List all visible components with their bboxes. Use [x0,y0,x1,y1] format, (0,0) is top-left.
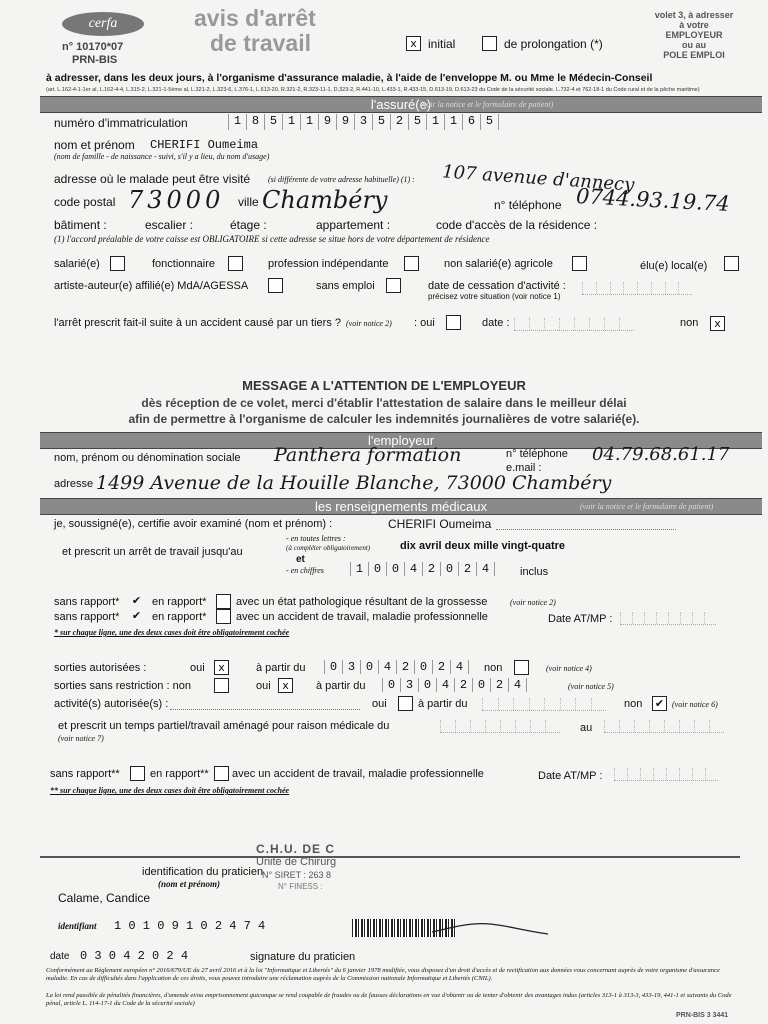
title-line1: avis d'arrêt [194,5,316,31]
initial-checkbox[interactable]: x [406,36,421,51]
digit-cell: 2 [432,660,450,674]
sans-rapport-label-3: sans rapport** [50,768,120,780]
digit-cell: 2 [490,678,508,692]
digit-cell: 6 [462,114,480,130]
en-rapport-label-1: en rapport* [152,596,207,608]
digit-cell: 0 [440,562,458,576]
code-acces-label: code d'accès de la résidence : [436,218,598,232]
date-atmp2-label: Date AT/MP : [538,770,603,782]
activites-date-field[interactable] [482,698,606,711]
accident2-label: avec un accident de travail, maladie professionnelle [232,768,484,780]
voir-notice-7: (voir notice 7) [58,734,104,743]
message-line1: dès réception de ce volet, merci d'établir l'attestation de salaire dans le meilleur délai [141,396,627,410]
artiste-label: artiste-auteur(e) affilié(e) MdA/AGESSA [54,280,249,292]
tiers-date-field[interactable] [514,318,634,331]
grossesse-hint: (voir notice 2) [510,598,556,607]
praticien-name[interactable]: Calame, Candice [58,891,151,905]
inclus-label: inclus [520,566,549,578]
ville-label: ville [238,195,259,209]
cp-handwritten[interactable]: 73000 [128,186,225,214]
medical-band: les renseignements médicaux (voir la notice et le formulaire de patient) [40,498,762,515]
en-rapport-checkbox-1[interactable] [216,594,231,609]
stamp-line3: N° SIRET : 263 8 [262,870,331,880]
en-rapport-label-3: en rapport** [150,768,209,780]
title-line2: de travail [210,30,311,56]
message-line2: afin de permettre à l'organisme de calculer les indemnités journalières de votre salarié(e). [128,412,640,426]
sans-rapport-label-1: sans rapport* [54,596,120,608]
tiers-date-label: date : [482,317,510,329]
en-chiffres-label: - en chiffres [286,566,324,575]
prolongation-label: de prolongation (*) [504,37,603,51]
temps-partiel-du-field[interactable] [440,720,560,733]
digit-cell: 1 [350,562,368,576]
profession-label: profession indépendante [268,258,389,270]
ident-praticien-hint: (nom et prénom) [158,879,220,889]
tiers-non-label: non [680,317,699,329]
cp-label: code postal [54,195,116,209]
legal-refs: (art. L.162-4-1-1er al, L.162-4-4, L.315-2, L.321-1-5ème al, L.321-2, L.323-6, L.376-1, L.613-20, R.321-2, R.323-11-1, D.323-2, R.441-10, L.433-1, R.433-15, D.613-19, D.613-23 du Code de la sécurité sociale, L.732-4 et 762-18-1 du Code rural et de la pêche maritime) [46,87,700,93]
sans-rapport-checkbox-3[interactable] [130,766,145,781]
tel-handwritten[interactable]: 0744.93.19.74 [575,183,731,217]
digit-cell: 2 [422,562,440,576]
digit-cell: 2 [396,660,414,674]
digit-cell: 4 [404,562,422,576]
temps-partiel-label: et prescrit un temps partiel/travail aménagé pour raison médicale du [58,720,390,732]
tiers-hint: (voir notice 2) [346,319,392,328]
note-cases: * sur chaque ligne, une des deux cases doit être obligatoirement cochée [54,628,290,637]
footer-penalites: La loi rend passible de pénalités financières, d'amende et/ou emprisonnement quiconque se rend coupable de fraudes ou de fausses déclarations en vue d'obtenir ou de tenter d'obtenir des avantages indus (articles 313-1 à 313-3, 433-19, 441-1 et suivants du Code pénal, article L. 114-17-1 du Code de la sécurité sociale) [46,992,732,1007]
employeur-nom-handwritten[interactable]: Panthera formation [274,444,462,466]
tiers-oui-label: : oui [414,317,435,329]
sans-rapport-checkbox-1[interactable]: ✔ [131,594,142,607]
activites-non-label: non [624,698,643,710]
profession-checkbox[interactable] [404,256,419,271]
digit-cell: 0 [360,660,378,674]
tiers-question: l'arrêt prescrit fait-il suite à un accident causé par un tiers ? [54,317,342,329]
etage-label: étage : [230,218,267,232]
sorties-non-checkbox[interactable] [514,660,529,675]
salarie-checkbox[interactable] [110,256,125,271]
batiment-label: bâtiment : [54,218,107,232]
ville-handwritten[interactable]: Chambéry [262,186,388,214]
en-rapport-label-2: en rapport* [152,611,207,623]
au-label: au [580,722,593,734]
voir-notice-6: (voir notice 6) [672,700,718,709]
digit-cell: 8 [246,114,264,130]
footer-cnil: Conformément au Règlement européen n° 2016/679/UE du 27 avril 2016 et à la loi "Informatique et Libertés" du 6 janvier 1978 modifiée, vous disposez d'un droit d'accès et de rectification aux données vous concernant auprès de votre organisme d'assurance maladie. En cas de difficultés dans l'application de ces droits, vous pouvez introduire une réclamation auprès de la Commission nationale Informatique et Libertés (CNIL). [46,967,720,982]
stamp-line4: N° FINESS : [278,882,323,891]
sorties-sans-date-grid[interactable] [382,678,527,692]
activites-label: activité(s) autorisée(s) : [54,698,169,710]
digit-cell: 0 [324,660,342,674]
digit-cell: 1 [228,114,246,130]
digit-cell: 2 [390,114,408,130]
appartement-label: appartement : [316,218,391,232]
digit-cell: 5 [408,114,426,130]
escalier-label: escalier : [145,218,194,232]
date-praticien-label: date [50,951,70,962]
tiers-oui-checkbox[interactable] [446,315,461,330]
digit-cell: 0 [368,562,386,576]
footer-ref: PRN-BIS 3 3441 [676,1012,729,1019]
digit-cell: 4 [436,678,454,692]
employeur-nom-label: nom, prénom ou dénomination sociale [54,452,241,464]
certifie-label: je, soussigné(e), certifie avoir examiné (nom et prénom) : [54,518,333,530]
prescrit-label: et prescrit un arrêt de travail jusqu'au [62,546,243,558]
digit-cell: 9 [318,114,336,130]
voir-notice-4: (voir notice 4) [546,664,592,673]
nom-value[interactable]: CHERIFI Oumeima [150,138,259,152]
prolongation-checkbox[interactable] [482,36,497,51]
digit-cell: 2 [454,678,472,692]
digit-cell: 0 [418,678,436,692]
note-accord: (1) l'accord préalable de votre caisse est OBLIGATOIRE si cette adresse se situe hors de votre département de résidence [54,234,490,244]
digit-cell: 4 [378,660,396,674]
sorties-non-label: non [484,662,503,674]
sorties-autorisees-label: sorties autorisées : [54,662,147,674]
cerfa-logo: cerfa [62,12,144,36]
accident-label: avec un accident de travail, maladie professionnelle [236,611,488,623]
ident-praticien-label: identification du praticien [142,866,264,878]
signature-label: signature du praticien [250,951,356,963]
et-label: et [296,554,305,565]
cessation-hint: précisez votre situation (voir notice 1) [428,292,561,301]
sorties-sans-non-checkbox[interactable] [214,678,229,693]
non-salarie-label: non salarié(e) agricole [444,258,553,270]
instruction: à adresser, dans les deux jours, à l'organisme d'assurance maladie, à l'aide de l'enveloppe M. ou Mme le Médecin-Conseil [46,72,653,84]
activites-apartir-label: à partir du [418,698,468,710]
assure-band: l'assuré(e) (voir la notice et le formulaire de patient) [40,96,762,113]
sans-rapport-checkbox-2[interactable]: ✔ [131,609,142,622]
employeur-band: l'employeur [40,432,762,449]
elu-checkbox[interactable] [724,256,739,271]
date-fin-grid[interactable] [350,562,495,576]
identifiant-value[interactable]: 1 0 1 0 9 1 0 2 4 7 4 [114,919,266,933]
patient-name[interactable]: CHERIFI Oumeima [388,517,492,531]
employeur-tel-label: n° téléphone [506,448,568,460]
initial-label: initial [428,37,456,51]
tiers-non-checkbox[interactable]: x [710,316,725,331]
signature [430,910,550,940]
sans-emploi-label: sans emploi [316,280,375,292]
activites-non-checkbox[interactable]: ✔ [652,696,667,711]
sans-emploi-checkbox[interactable] [386,278,401,293]
volet-info: volet 3, à adresser à votre EMPLOYEUR ou au POLE EMPLOI [654,10,734,60]
voir-notice-5: (voir notice 5) [568,682,614,691]
identifiant-label: identifiant [58,921,97,931]
immat-label: numéro d'immatriculation [54,116,188,130]
activites-oui-checkbox[interactable] [398,696,413,711]
en-lettres-label: - en toutes lettres : [286,534,346,543]
digit-cell: 0 [382,678,400,692]
sorties-sans-oui-checkbox[interactable]: x [278,678,293,693]
cessation-label: date de cessation d'activité : [428,280,566,292]
digit-cell: 1 [426,114,444,130]
en-lettres-value[interactable]: dix avril deux mille vingt-quatre [400,540,566,552]
stamp-line1: C.H.U. DE C [256,842,336,856]
immat-grid[interactable] [228,114,499,130]
sorties-date-grid[interactable] [324,660,469,674]
digit-cell: 5 [372,114,390,130]
activites-oui-label: oui [372,698,387,710]
digit-cell: 3 [354,114,372,130]
elu-label: élu(e) local(e) [640,260,708,272]
activites-dots [170,708,360,710]
employeur-tel-handwritten[interactable]: 04.79.68.61.17 [592,444,730,465]
digit-cell: 0 [386,562,404,576]
date-atmp2-field[interactable] [614,768,718,781]
artiste-checkbox[interactable] [268,278,283,293]
employeur-adresse-handwritten[interactable]: 1499 Avenue de la Houille Blanche, 73000 Chambéry [96,472,612,494]
adresse-handwritten[interactable]: 107 avenue d'annecy [441,161,635,196]
adresse-hint: (si différente de votre adresse habituelle) (1) : [268,175,415,184]
digit-cell: 4 [476,562,495,576]
grossesse-label: avec un état pathologique résultant de la grossesse [236,596,488,608]
sorties-sans-oui-label: oui [256,680,271,692]
date-praticien-value[interactable]: 0 3 0 4 2 0 2 4 [80,949,189,963]
digit-cell: 4 [508,678,527,692]
digit-cell: 0 [472,678,490,692]
non-salarie-checkbox[interactable] [572,256,587,271]
signature-stroke [432,924,548,934]
employeur-email-label: e.mail : [506,462,542,474]
patient-dots [496,528,676,530]
digit-cell: 5 [264,114,282,130]
en-rapport-checkbox-3[interactable] [214,766,229,781]
fonctionnaire-checkbox[interactable] [228,256,243,271]
digit-cell: 2 [458,562,476,576]
digit-cell: 4 [450,660,469,674]
adresse-label: adresse où le malade peut être visité [54,172,251,186]
cessation-date-field[interactable] [582,282,692,295]
digit-cell: 1 [300,114,318,130]
tel-label: n° téléphone [494,198,562,212]
fonctionnaire-label: fonctionnaire [152,258,215,270]
en-lettres-hint: (à compléter obligatoirement) [286,544,371,552]
digit-cell: 1 [282,114,300,130]
en-rapport-checkbox-2[interactable] [216,609,231,624]
sorties-oui-label: oui [190,662,205,674]
note-cases2: ** sur chaque ligne, une des deux cases doit être obligatoirement cochée [50,786,290,795]
sans-rapport-label-2: sans rapport* [54,611,120,623]
digit-cell: 0 [414,660,432,674]
temps-partiel-au-field[interactable] [604,720,724,733]
form-number: n° 10170*07 [62,41,124,53]
digit-cell: 3 [400,678,418,692]
sorties-oui-checkbox[interactable]: x [214,660,229,675]
digit-cell: 1 [444,114,462,130]
stamp-line2: Unité de Chirurg [256,856,337,868]
date-atmp-field[interactable] [620,612,716,625]
date-atmp-label: Date AT/MP : [548,613,613,625]
nom-hint: (nom de famille - de naissance - suivi, s'il y a lieu, du nom d'usage) [54,152,270,161]
digit-cell: 5 [480,114,499,130]
form-code: PRN-BIS [72,54,118,66]
separator-line [40,856,740,858]
sorties-sans-label: sorties sans restriction : non [54,680,191,692]
salarie-label: salarié(e) [54,258,100,270]
employeur-adresse-label: adresse [54,478,94,490]
sorties-sans-apartir-label: à partir du [316,680,366,692]
message-title: MESSAGE A L'ATTENTION DE L'EMPLOYEUR [242,378,526,393]
digit-cell: 3 [342,660,360,674]
sorties-apartir-label: à partir du [256,662,306,674]
nom-label: nom et prénom [54,138,135,152]
digit-cell: 9 [336,114,354,130]
